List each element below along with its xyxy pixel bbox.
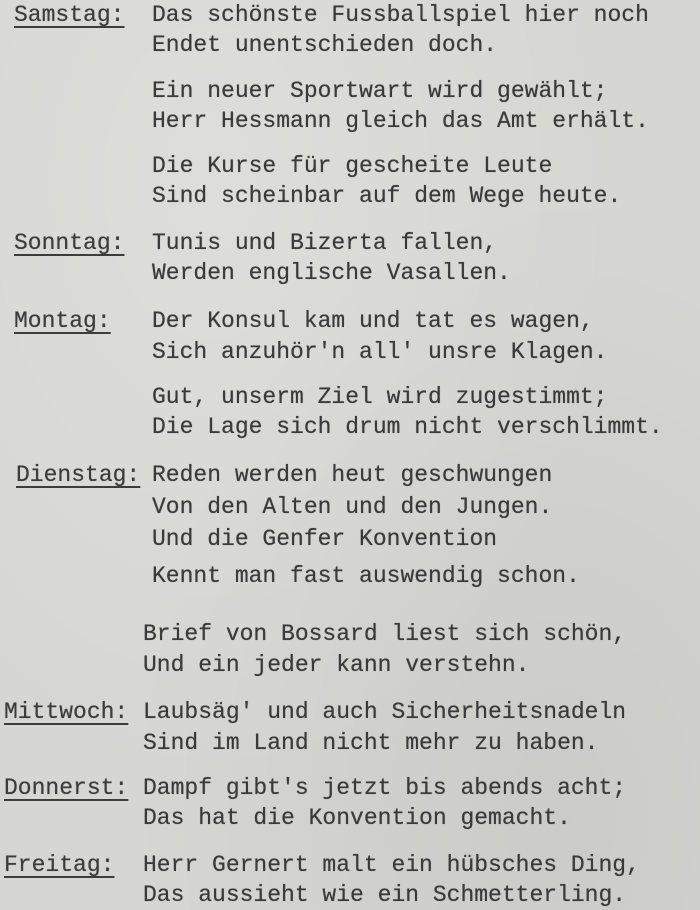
day-label-montag: Montag: [14, 308, 111, 334]
verse-line: Brief von Bossard liest sich schön, [143, 621, 627, 647]
verse-line: Gut, unserm Ziel wird zugestimmt; [152, 384, 608, 410]
verse-line: Sind scheinbar auf dem Wege heute. [152, 183, 622, 209]
verse-line: Die Kurse für gescheite Leute [152, 153, 553, 179]
verse-line: Ein neuer Sportwart wird gewählt; [152, 78, 608, 104]
verse-line: Das aussieht wie ein Schmetterling. [143, 882, 627, 908]
verse-line: Und ein jeder kann verstehn. [143, 652, 530, 678]
day-label-sonntag: Sonntag: [14, 230, 125, 256]
verse-line: Reden werden heut geschwungen [152, 462, 553, 488]
verse-line: Und die Genfer Konvention [152, 526, 498, 552]
verse-line: Das schönste Fussballspiel hier noch [152, 2, 649, 28]
day-label-mittwoch: Mittwoch: [4, 699, 129, 725]
verse-line: Werden englische Vasallen. [152, 260, 511, 286]
verse-line: Endet unentschieden doch. [152, 32, 498, 58]
verse-line: Tunis und Bizerta fallen, [152, 230, 498, 256]
verse-line: Von den Alten und den Jungen. [152, 494, 553, 520]
verse-line: Herr Hessmann gleich das Amt erhält. [152, 108, 649, 134]
verse-line: Der Konsul kam und tat es wagen, [152, 308, 594, 334]
day-label-donnerstag: Donnerst: [4, 775, 129, 801]
verse-line: Die Lage sich drum nicht verschlimmt. [152, 414, 663, 440]
verse-line: Sind im Land nicht mehr zu haben. [143, 730, 599, 756]
verse-line: Herr Gernert malt ein hübsches Ding, [143, 852, 640, 878]
verse-line: Sich anzuhör'n all' unsre Klagen. [152, 339, 608, 365]
day-label-freitag: Freitag: [4, 852, 115, 878]
verse-line: Dampf gibt's jetzt bis abends acht; [143, 775, 627, 801]
day-label-samstag: Samstag: [14, 2, 125, 28]
day-label-dienstag: Dienstag: [16, 462, 141, 488]
verse-line: Laubsäg' und auch Sicherheitsnadeln [143, 699, 627, 725]
verse-line: Das hat die Konvention gemacht. [143, 805, 571, 831]
verse-line: Kennt man fast auswendig schon. [152, 563, 580, 589]
